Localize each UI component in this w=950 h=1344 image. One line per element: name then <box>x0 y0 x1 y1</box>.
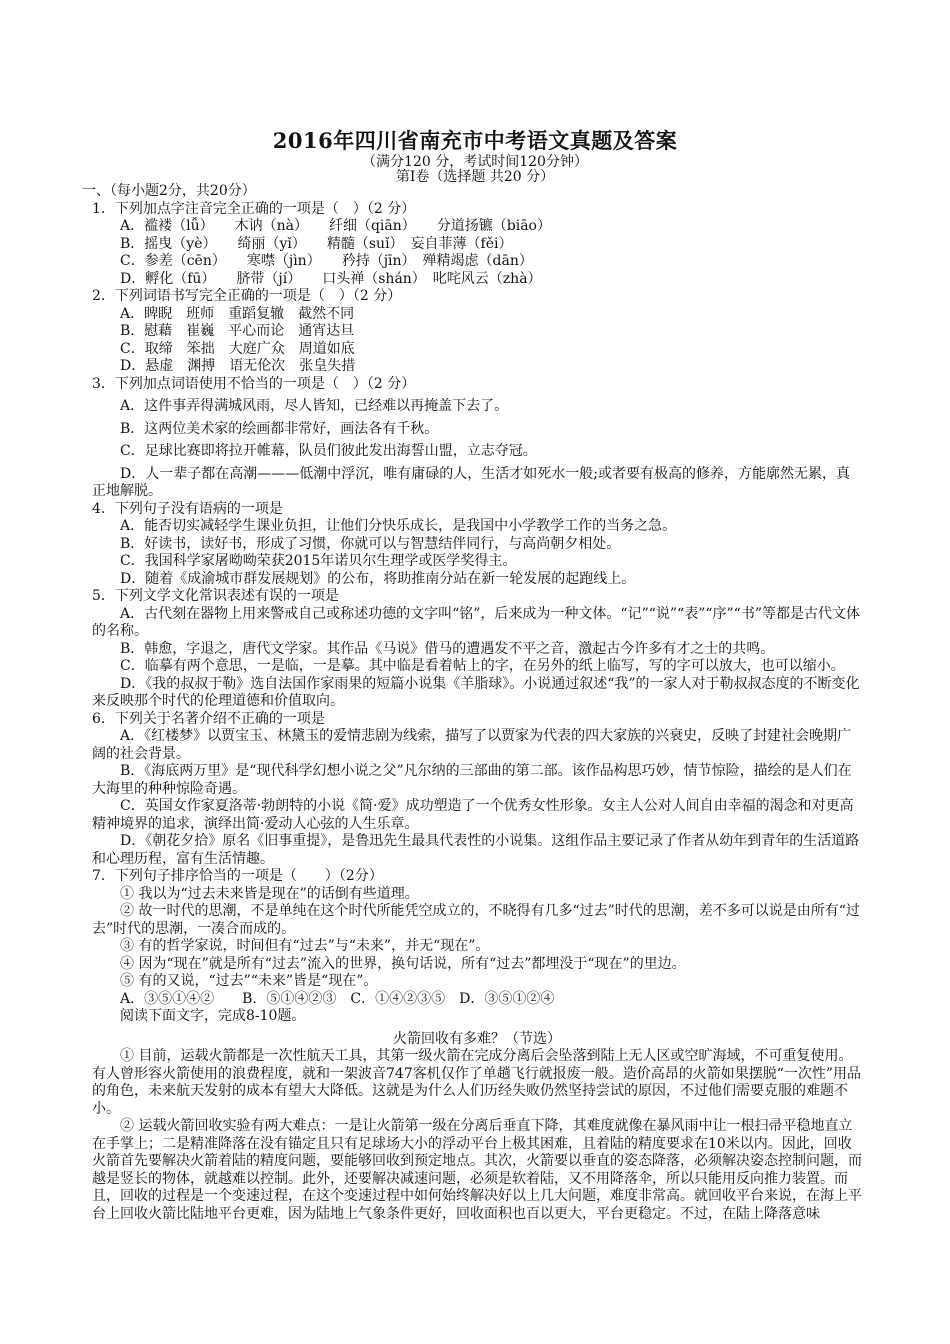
question-6-option-b: B．《海底两万里》是“现代科学幻想小说之父”凡尔纳的三部曲的第二部。该作品构思巧妙，情节惊险，描绘的是人们在大海里的种种惊险奇遇。 <box>92 763 852 797</box>
question-4-option-a: A．能否切实减轻学生课业负担，让他们分快乐成长，是我国中小学教学工作的当务之急。 <box>120 518 677 534</box>
question-6-stem: 6．下列关于名著介绍不正确的一项是 <box>92 710 325 727</box>
question-7-choices: A．③⑤①④② B．⑤①④②③ C．①④②③⑤ D．③⑤①②④ <box>120 990 555 1007</box>
question-6-option-a: A．《红楼梦》以贾宝玉、林黛玉的爱情悲剧为线索，描写了以贾家为代表的四大家族的兴衰史，反映了封建社会晚期广阔的社会背景。 <box>92 728 852 762</box>
question-6-option-d: D．《朝花夕拾》原名《旧事重提》，是鲁迅先生最具代表性的小说集。这组作品主要记录了作者从幼年到青年的生活道路和心理历程，富有生活情趣。 <box>92 833 860 867</box>
question-2-option-b: B．慰藉 崔巍 平心而论 通宵达旦 <box>120 323 355 339</box>
question-2-option-d: D．悬虚 渊搏 语无伦次 张皇失措 <box>120 358 356 374</box>
question-5-option-a: A．古代刻在器物上用来警戒自己或称述功德的文字叫“铭”，后来成为一种文体。“记”“说”“表”“序”“书”等都是古代文体的名称。 <box>92 605 860 639</box>
question-1-option-d: D．孵化（fū） 脐带（jí） 口头禅（shán） 叱咤风云（zhà） <box>120 270 542 287</box>
question-3-option-d: D．人一辈子都在高潮———低潮中浮沉，唯有庸碌的人，生活才如死水一般;或者要有极高的修养，方能廓然无累，真正地解脱。 <box>92 465 850 499</box>
volume-heading: 第Ⅰ卷（选择题 共20 分） <box>395 169 555 185</box>
question-3-stem: 3．下列加点词语使用不恰当的一项是（ ）（2 分） <box>92 375 416 392</box>
question-4-option-c: C．我国科学家屠呦呦荣获2015年诺贝尔生理学或医学奖得主。 <box>120 553 517 569</box>
question-6-option-c: C．英国女作家夏洛蒂·勃朗特的小说《简·爱》成功塑造了一个优秀女性形象。女主人公对人间自由幸福的渴念和对更高精神境界的追求，演绎出简·爱动人心弦的人生乐章。 <box>92 798 854 832</box>
question-2-stem: 2．下列词语书写完全正确的一项是（ ）（2 分） <box>92 288 402 304</box>
question-5-option-c: C．临摹有两个意思，一是临，一是摹。其中临是看着帖上的字，在另外的纸上临写，写的字可以放大，也可以缩小。 <box>120 658 845 674</box>
question-1-option-a: A．褴褛（lǚ） 木讷（nà） 纤细（qiān） 分道扬镳（biāo） <box>120 218 551 234</box>
question-3-option-a: A．这件事弄得满城风雨，尽人皆知，已经难以再掩盖下去了。 <box>120 398 509 414</box>
question-3-option-c: C．足球比赛即将拉开帷幕，队员们彼此发出海誓山盟，立志夺冠。 <box>120 443 537 459</box>
question-7-stem: 7．下列句子排序恰当的一项是（ ）（2分） <box>92 868 383 884</box>
reading-paragraph-2: ② 运载火箭回收实验有两大难点：一是让火箭第一级在分离后垂直下降，其难度就像在暴风雨中让一根扫帚平稳地直立在手掌上；二是精准降落在没有锚定且只有足球场大小的浮动平台上极其困难，且着陆的精度要求在10米以内。因此，回收火箭首先要解决火箭着陆的精度问题，要能够回收到预定地点。其次，火箭要以垂直的姿态降落，必须解决姿态控制问题，而越是竖长的物体，就越难以控制。此外，还要解决减速问题，必须是软着陆，又不用降落伞，所以只能用反向推力装置。而且，回收的过程是一个变速过程，在这个变速过程中如何始终解决好以上几大问题，难度非常高。就回收平台来说，在海上平台上回收火箭比陆地平台更难，因为陆地上气象条件更好，回收面积也百以更大，平台更稳定。不过，在陆上降落意味 <box>92 1118 862 1222</box>
score-info: （满分120 分，考试时间120分钟） <box>362 154 588 170</box>
document-body <box>82 183 862 1223</box>
question-5-option-d: D．《我的叔叔于勒》选自法国作家雨果的短篇小说集《羊脂球》。小说通过叙述“我”的一家人对于勒叔叔态度的不断变化来反映那个时代的伦理道德和价值取向。 <box>92 675 860 709</box>
question-7-sentence-4: ④ 因为“现在”就是所有“过去”流入的世界，换句话说，所有“过去”都埋没于“现在”的里边。 <box>120 955 686 972</box>
question-4-stem: 4．下列句子没有语病的一项是 <box>92 500 283 517</box>
question-7-sentence-2: ② 故一时代的思潮，不是单纯在这个时代所能凭空成立的，不晓得有几多“过去”时代的思潮，差不多可以说是由所有“过去”时代的思潮，一凑合而成的。 <box>92 903 860 937</box>
question-3-option-b: B．这两位美术家的绘画都非常好，画法各有千秋。 <box>120 420 439 437</box>
question-7-sentence-3: ③ 有的哲学家说，时间但有“过去”与“未来”，并无“现在”。 <box>120 938 490 954</box>
reading-paragraph-1: ① 目前，运载火箭都是一次性航天工具，其第一级火箭在完成分离后会坠落到陆上无人区或空旷海域，不可重复使用。有人曾形容火箭使用的浪费程度，就和一架波音747客机仅作了单趟飞行就报废一般。造价高昂的火箭如果摆脱“一次性”用品的角色，未来航天发射的成本有望大大降低。这就是为什么人们历经失败仍然坚持尝试的原因，不过他们需要克服的难题不小。 <box>92 1048 862 1117</box>
question-1-option-b: B．摇曳（yè） 绮丽（yǐ） 精髓（suǐ） 妄自菲薄（fěi） <box>120 235 513 252</box>
question-2-option-a: A．睥睨 班师 重蹈复辙 截然不同 <box>120 305 355 322</box>
question-5-option-b: B．韩愈，字退之，唐代文学家。其作品《马说》借马的遭遇发不平之音，激起古今许多有才之士的共鸣。 <box>120 640 775 657</box>
question-4-option-b: B．好读书，读好书，形成了习惯，你就可以与智慧结伴同行，与高尚朝夕相处。 <box>120 535 621 552</box>
question-7-sentence-5: ⑤ 有的又说，“过去”“未来”皆是“现在”。 <box>120 973 378 989</box>
page-title: 2016年四川省南充市中考语文真题及答案 <box>272 128 678 153</box>
question-4-option-d: D．随着《成渝城市群发展规划》的公布，将助推南分站在新一轮发展的起跑线上。 <box>120 570 636 587</box>
question-7-sentence-1: ① 我以为“过去未来皆是现在”的话倒有些道理。 <box>120 885 419 902</box>
question-2-option-c: C．取缔 笨拙 大庭广众 周道如底 <box>120 340 355 357</box>
question-1-option-c: C．参差（cēn） 寒噤（jìn） 矜持（jīn） 殚精竭虑（dān） <box>120 253 533 269</box>
reading-intro: 阅读下面文字，完成8-10题。 <box>120 1008 306 1024</box>
question-1-stem: 1．下列加点字注音完全正确的一项是（ ）（2 分） <box>92 200 416 217</box>
reading-title: 火箭回收有多难？（节选） <box>393 1030 561 1047</box>
section-heading: 一、（每小题2分，共20分） <box>82 183 256 199</box>
question-5-stem: 5．下列文学文化常识表述有误的一项是 <box>92 588 339 604</box>
